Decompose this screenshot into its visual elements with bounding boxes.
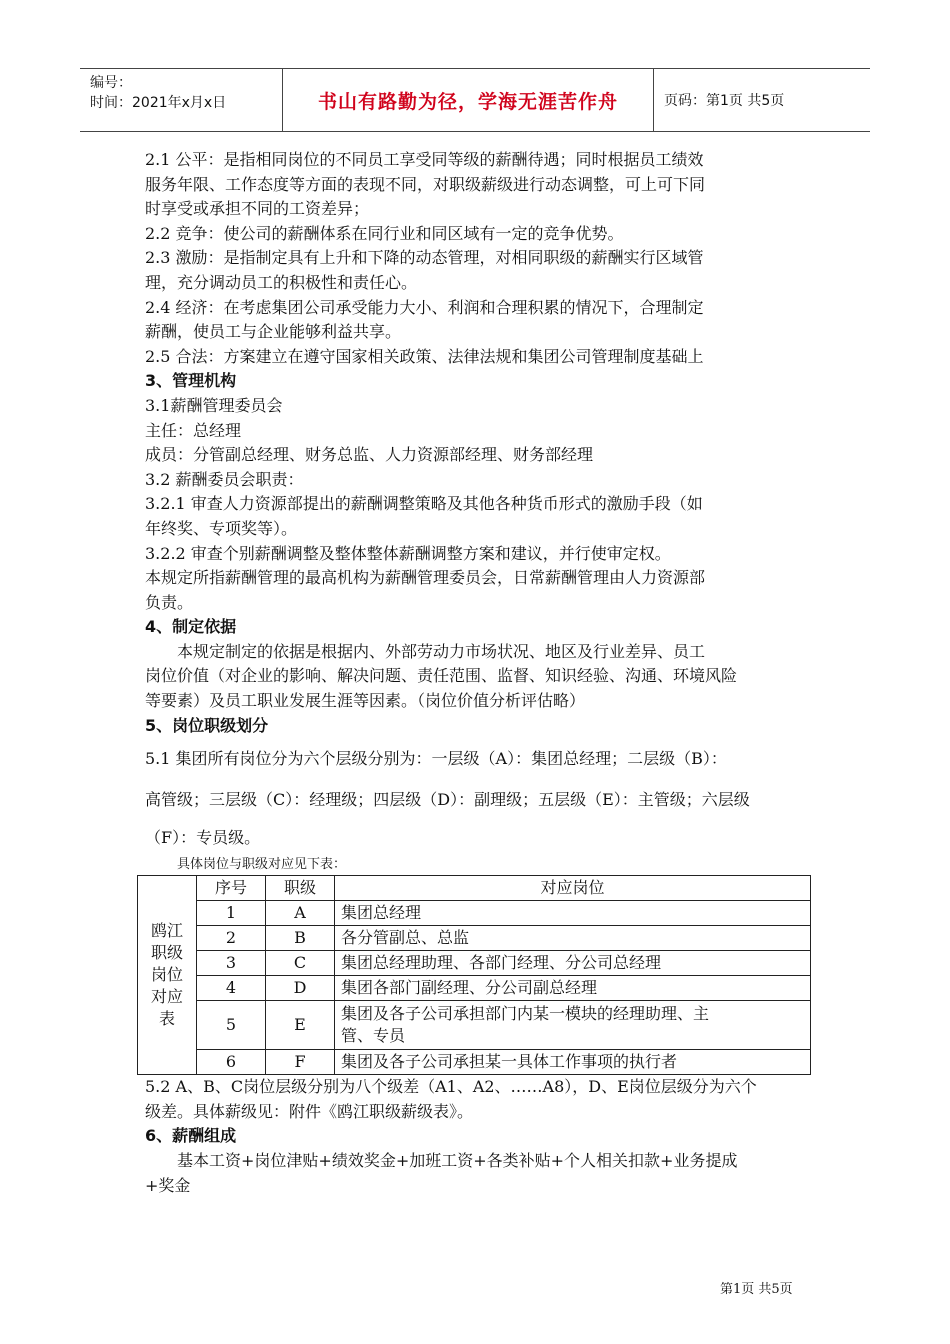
header-meta	[90, 73, 290, 113]
table-header-row	[138, 876, 811, 901]
cell-post	[335, 1001, 811, 1050]
header-number: 编号：	[90, 75, 132, 91]
paragraph-line: 3.2.2 审查个别薪酬调整及整体整体薪酬调整方案和建议，并行使审定权。	[145, 543, 671, 563]
paragraph-line: 2.4 经济：在考虑集团公司承受能力大小、利润和合理积累的情况下，合理制定	[145, 297, 704, 317]
page-footer: 第1页 共5页	[720, 1282, 793, 1297]
paragraph-line: 2.3 激励：是指制定具有上升和下降的动态管理，对相同职级的薪酬实行区域管	[145, 248, 704, 268]
cell-post: 各分管副总、总监	[335, 926, 811, 951]
paragraph-line: 时享受或承担不同的工资差异；	[145, 199, 370, 219]
side-label-line: 表	[158, 1009, 175, 1029]
table-caption: 具体岗位与职级对应见下表：	[177, 857, 347, 873]
cell-level: B	[266, 926, 335, 951]
table-row	[138, 1001, 811, 1050]
side-label-line: 职级	[150, 943, 183, 963]
paragraph-line: 本规定所指薪酬管理的最高机构为薪酬管理委员会，日常薪酬管理由人力资源部	[145, 568, 706, 588]
cell-no: 3	[197, 951, 266, 976]
document-body	[145, 148, 810, 1198]
table-row	[138, 976, 811, 1001]
table-side-label	[138, 876, 197, 1075]
section-heading: 3、管理机构	[145, 371, 237, 391]
column-header: 职级	[266, 876, 335, 901]
cell-no: 2	[197, 926, 266, 951]
paragraph-line: 负责。	[145, 592, 194, 612]
paragraph-line: 岗位价值（对企业的影响、解决问题、责任范围、监督、知识经验、沟通、环境风险	[145, 666, 738, 686]
section-heading: 5、岗位职级划分	[145, 715, 269, 735]
table-row	[138, 901, 811, 926]
table-row	[138, 926, 811, 951]
paragraph-line: 3.2 薪酬委员会职责：	[145, 469, 304, 489]
paragraph-line: 2.5 合法：方案建立在遵守国家相关政策、法律法规和集团公司管理制度基础上	[145, 346, 704, 366]
cell-post-line: 管、专员	[341, 1026, 406, 1046]
paragraph-line: 3.1薪酬管理委员会	[145, 395, 283, 415]
cell-no: 6	[197, 1050, 266, 1075]
header-time: 时间：2021年x月x日	[90, 95, 227, 111]
paragraph-line: 服务年限、工作态度等方面的表现不同，对职级薪级进行动态调整，可上可下同	[145, 174, 706, 194]
cell-level: D	[266, 976, 335, 1001]
header-page-number: 页码：第1页 共5页	[664, 93, 785, 109]
paragraph-line: 主任：总经理	[145, 420, 242, 440]
paragraph-line: 等要素）及员工职业发展生涯等因素。（岗位价值分析评估略）	[145, 691, 586, 711]
cell-post: 集团总经理	[335, 901, 811, 926]
paragraph-line: 级差。具体薪级见：附件《鸥江职级薪级表》。	[145, 1101, 474, 1121]
cell-no: 1	[197, 901, 266, 926]
paragraph-line: 年终奖、专项奖等）。	[145, 518, 298, 538]
paragraph-line: 5.1 集团所有岗位分为六个层级分别为：一层级（A）：集团总经理；二层级（B）：	[145, 749, 727, 769]
column-header: 序号	[197, 876, 266, 901]
column-header: 对应岗位	[335, 876, 811, 901]
side-label-line: 对应	[150, 987, 183, 1007]
paragraph-line: 基本工资+岗位津贴+绩效奖金+加班工资+各类补贴+个人相关扣款+业务提成	[177, 1151, 738, 1171]
cell-level: A	[266, 901, 335, 926]
table-row	[138, 1050, 811, 1075]
table-row	[138, 951, 811, 976]
paragraph-line: 5.2 A、B、C岗位层级分别为八个级差（A1、A2、……A8），D、E岗位层级分为六个	[145, 1077, 757, 1097]
cell-no: 4	[197, 976, 266, 1001]
cell-no: 5	[197, 1001, 266, 1050]
paragraph-line: 高管级；三层级（C）：经理级；四层级（D）：副理级；五层级（E）：主管级；六层级	[145, 790, 750, 810]
paragraph-line: 本规定制定的依据是根据内、外部劳动力市场状况、地区及行业差异、员工	[177, 641, 706, 661]
cell-level: E	[266, 1001, 335, 1050]
header-divider	[653, 69, 654, 131]
cell-post: 集团总经理助理、各部门经理、分公司总经理	[335, 951, 811, 976]
paragraph-line: +奖金	[145, 1175, 191, 1195]
paragraph-line: 成员：分管副总经理、财务总监、人力资源部经理、财务部经理	[145, 445, 594, 465]
paragraph-line: 理，充分调动员工的积极性和责任心。	[145, 272, 418, 292]
paragraph-line: 3.2.1 审查人力资源部提出的薪酬调整策略及其他各种货币形式的激励手段（如	[145, 494, 703, 514]
side-label-line: 鸥江	[150, 921, 183, 941]
position-level-table	[137, 875, 811, 1075]
cell-level: C	[266, 951, 335, 976]
section-heading: 6、薪酬组成	[145, 1126, 237, 1146]
cell-post-line: 集团及各子公司承担部门内某一模块的经理助理、主	[341, 1004, 710, 1024]
paragraph-line: 2.1 公平：是指相同岗位的不同员工享受同等级的薪酬待遇；同时根据员工绩效	[145, 150, 704, 169]
cell-post: 集团及各子公司承担某一具体工作事项的执行者	[335, 1050, 811, 1075]
section-heading: 4、制定依据	[145, 617, 237, 637]
paragraph-line: 薪酬，使员工与企业能够利益共享。	[145, 322, 402, 342]
paragraph-line: 2.2 竞争：使公司的薪酬体系在同行业和同区域有一定的竞争优势。	[145, 223, 624, 243]
page-header	[80, 68, 870, 132]
cell-post: 集团各部门副经理、分公司副总经理	[335, 976, 811, 1001]
cell-level: F	[266, 1050, 335, 1075]
header-motto: 书山有路勤为径，学海无涯苦作舟	[317, 90, 618, 113]
side-label-line: 岗位	[150, 965, 183, 985]
paragraph-line: （F）：专员级。	[145, 828, 261, 848]
